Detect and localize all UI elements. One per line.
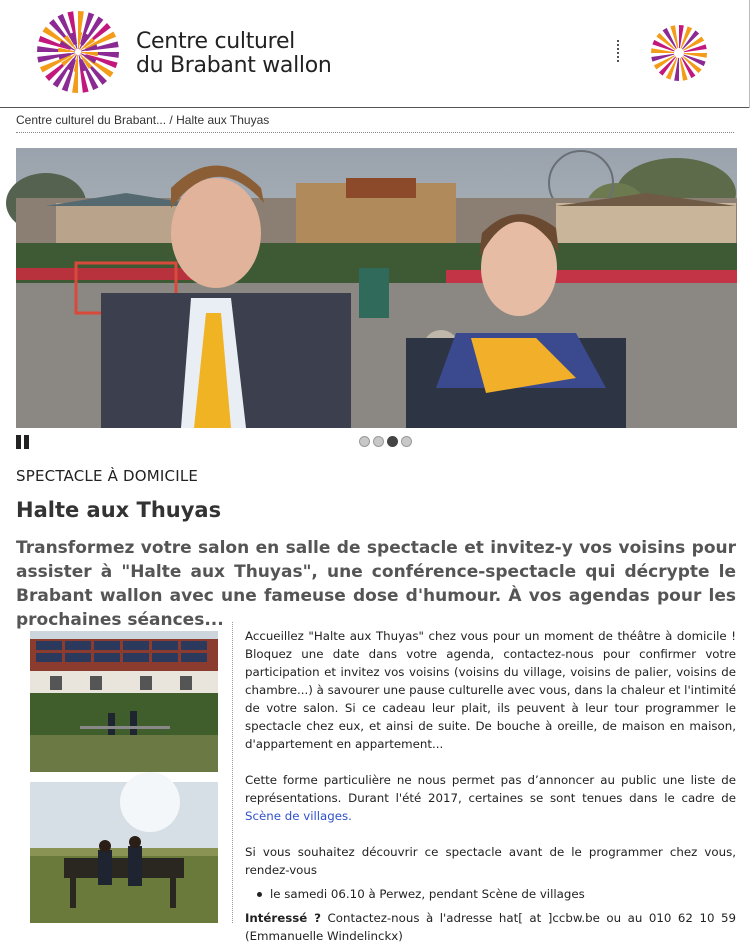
slider-dot-4[interactable] <box>401 436 412 447</box>
scene-de-villages-link[interactable]: Scène de villages. <box>245 809 352 823</box>
article-paragraph-3: Si vous souhaitez découvrir ce spectacle avant de le programmer chez vous, rendez-vous <box>245 845 736 877</box>
brand-line-2: du Brabant wallon <box>136 53 332 78</box>
contact-text: Contactez-nous à l'adresse hat[ at ]ccbw.be ou au 010 62 10 59 (Emmanuelle Windelinckx) <box>245 911 736 943</box>
article-photo-bench[interactable] <box>30 782 218 923</box>
content-divider <box>232 622 233 923</box>
page-title: Halte aux Thuyas <box>16 498 222 522</box>
hero-slide-image[interactable] <box>16 148 737 428</box>
contact-label: Intéressé ? <box>245 911 322 925</box>
sunburst-logo-icon <box>36 10 120 94</box>
slider-controls <box>16 433 737 449</box>
breadcrumb-current: Halte aux Thuyas <box>176 113 270 127</box>
article-paragraph-2 <box>245 771 736 825</box>
slider-dot-1[interactable] <box>359 436 370 447</box>
slider-dot-3[interactable] <box>387 436 398 447</box>
site-header <box>0 0 750 108</box>
slider-pause-button[interactable] <box>16 435 30 449</box>
sunburst-menu-icon <box>650 24 708 82</box>
article-photo-house[interactable] <box>30 631 218 772</box>
dates-list <box>255 885 736 903</box>
photo-house-with-solar-panels <box>30 631 218 772</box>
paragraph-2-text: Cette forme particulière ne nous permet pas d’annoncer au public une liste de représentations. Durant l'été 2017, certaines se sont tenues dans le cadre de <box>245 773 736 805</box>
site-logo[interactable] <box>36 10 120 94</box>
breadcrumb-link-home[interactable]: Centre culturel du Brabant... <box>16 113 167 127</box>
site-brand-name[interactable] <box>136 30 332 78</box>
brand-line-1: Centre culturel <box>136 29 295 54</box>
slider-dot-2[interactable] <box>373 436 384 447</box>
breadcrumb <box>16 112 269 128</box>
photo-two-people-on-bench <box>30 782 218 923</box>
article-lead: Transformez votre salon en salle de spectacle et invitez-y vos voisins pour assister à "Halte aux Thuyas", une conférence-spectacle qui décrypte le Brabant wallon avec une fameuse dose d'humour. À vos agendas pour les prochaines séances... <box>16 538 736 630</box>
article-body <box>245 627 736 945</box>
breadcrumb-separator: / <box>166 113 177 127</box>
article-category: SPECTACLE À DOMICILE <box>16 467 199 485</box>
pause-icon <box>16 435 21 449</box>
menu-separator <box>617 40 621 62</box>
hero-photo-two-performers <box>16 148 737 428</box>
pause-icon-bar <box>24 435 29 449</box>
menu-toggle-button[interactable] <box>650 24 708 82</box>
list-item: le samedi 06.10 à Perwez, pendant Scène de villages <box>255 885 736 903</box>
article-paragraph-1: Accueillez "Halte aux Thuyas" chez vous pour un moment de théâtre à domicile ! Bloquez une date dans votre agenda, contactez-nous pour confirmer votre participation et invitez vos voisins (voisins du village, voisins de palier, voisins de chambre...) à savourer une pause culturelle avec vous, dans la chaleur et l'intimité de votre salon. Si ce cadeau leur plait, ils peuvent à leur tour programmer le spectacle chez eux, et ainsi de suite. De bouche à oreille, de maison en maison, d'appartement en appartement... <box>245 629 736 751</box>
breadcrumb-divider <box>16 132 734 133</box>
slider-pagination <box>359 436 412 447</box>
contact-paragraph <box>245 909 736 945</box>
